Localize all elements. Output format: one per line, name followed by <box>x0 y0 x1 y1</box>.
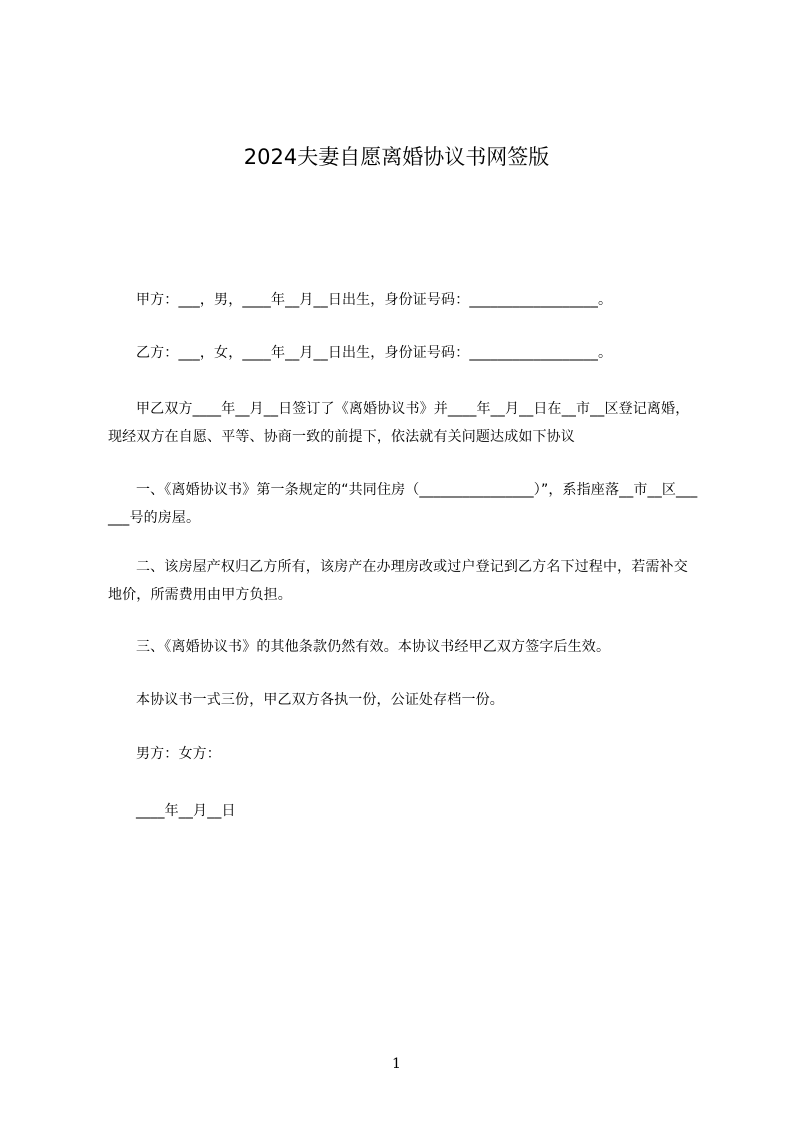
clause-3-paragraph: 三、《离婚协议书》的其他条款仍然有效。本协议书经甲乙双方签字后生效。 <box>136 639 611 655</box>
clause-2-paragraph: 二、该房屋产权归乙方所有，该房产在办理房改或过户登记到乙方名下过程中，若需补交地价，所需费用由甲方负担。 <box>108 559 688 603</box>
signatures-line: 男方：女方： <box>136 746 221 762</box>
date-line: ____年__月__日 <box>136 803 236 819</box>
copies-paragraph: 本协议书一式三份，甲乙双方各执一份，公证处存档一份。 <box>136 692 504 708</box>
page-number: 1 <box>392 1056 401 1072</box>
party-b-line: 乙方：___，女，____年__月__日出生，身份证号码：__________________。 <box>136 345 613 361</box>
clause-1-paragraph: 一、《离婚协议书》第一条规定的“共同住房（________________）”，系指座落__市__区______号的房屋。 <box>108 482 698 526</box>
document-title: 2024夫妻自愿离婚协议书网签版 <box>243 145 550 169</box>
party-a-line: 甲方：___，男，____年__月__日出生，身份证号码：__________________。 <box>136 292 613 308</box>
preamble-paragraph: 甲乙双方____年__月__日签订了《离婚协议书》并____年__月__日在__市__区登记离婚，现经双方在自愿、平等、协商一致的前提下，依法就有关问题达成如下协议 <box>108 401 690 445</box>
